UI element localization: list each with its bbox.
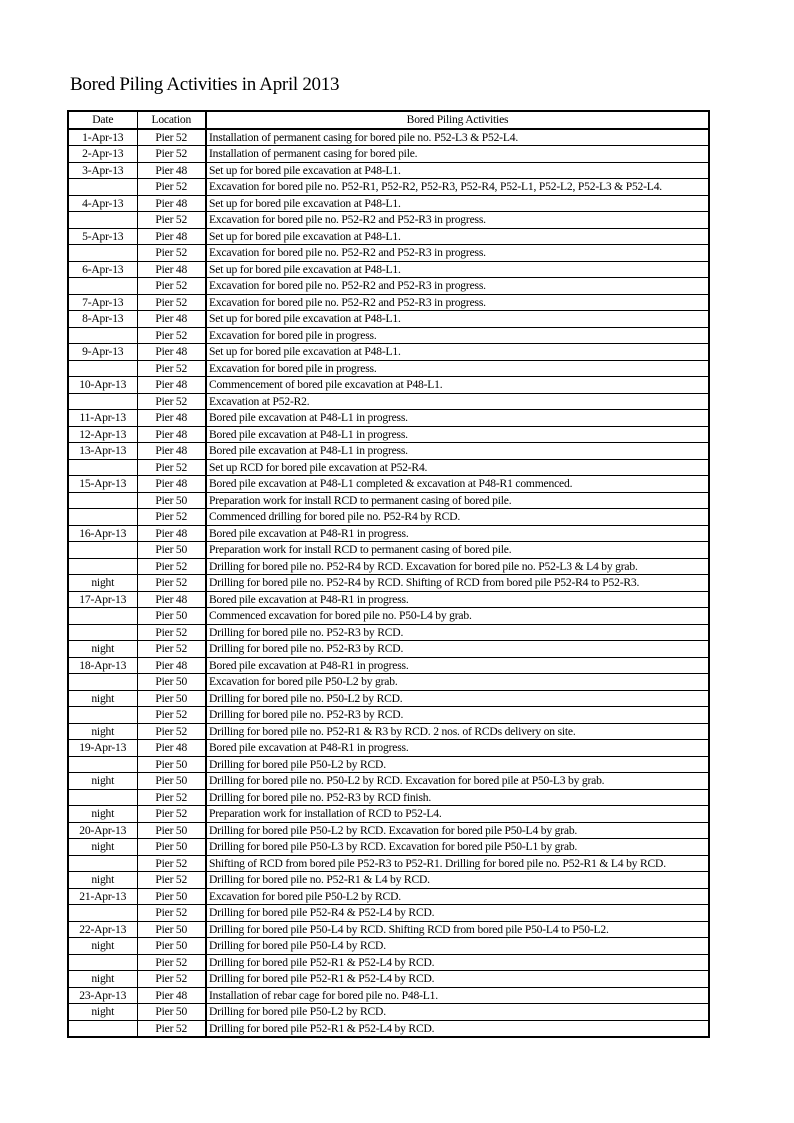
activity-cell: Set up for bored pile excavation at P48-L1. <box>206 162 709 179</box>
date-cell: 17-Apr-13 <box>68 591 137 608</box>
activity-cell: Bored pile excavation at P48-R1 in progress. <box>206 591 709 608</box>
activity-cell: Set up for bored pile excavation at P48-L1. <box>206 195 709 212</box>
header-location: Location <box>137 111 206 129</box>
activity-cell: Excavation for bored pile P50-L2 by RCD. <box>206 888 709 905</box>
table-body <box>68 129 709 1038</box>
date-cell <box>68 624 137 641</box>
activity-cell: Excavation for bored pile in progress. <box>206 360 709 377</box>
location-cell: Pier 52 <box>137 707 206 724</box>
date-cell <box>68 905 137 922</box>
date-cell <box>68 707 137 724</box>
date-cell <box>68 1020 137 1037</box>
table-row <box>68 261 709 278</box>
table-row <box>68 195 709 212</box>
table-row <box>68 674 709 691</box>
activity-cell: Bored pile excavation at P48-L1 in progress. <box>206 443 709 460</box>
activity-cell: Set up RCD for bored pile excavation at P52-R4. <box>206 459 709 476</box>
location-cell: Pier 48 <box>137 443 206 460</box>
date-cell <box>68 542 137 559</box>
table-row <box>68 591 709 608</box>
activity-cell: Excavation for bored pile in progress. <box>206 327 709 344</box>
table-row <box>68 1020 709 1037</box>
table-row <box>68 294 709 311</box>
table-row <box>68 476 709 493</box>
date-cell <box>68 789 137 806</box>
activity-cell: Bored pile excavation at P48-R1 in progress. <box>206 657 709 674</box>
date-cell: 15-Apr-13 <box>68 476 137 493</box>
activity-cell: Installation of permanent casing for bored pile. <box>206 146 709 163</box>
location-cell: Pier 52 <box>137 179 206 196</box>
location-cell: Pier 50 <box>137 674 206 691</box>
table-row <box>68 525 709 542</box>
date-cell: night <box>68 971 137 988</box>
table-row <box>68 756 709 773</box>
location-cell: Pier 50 <box>137 1004 206 1021</box>
table-row <box>68 327 709 344</box>
date-cell <box>68 608 137 625</box>
location-cell: Pier 52 <box>137 278 206 295</box>
table-row <box>68 839 709 856</box>
location-cell: Pier 50 <box>137 921 206 938</box>
activity-cell: Drilling for bored pile no. P50-L2 by RCD. Excavation for bored pile at P50-L3 by grab. <box>206 773 709 790</box>
activity-cell: Drilling for bored pile P50-L2 by RCD. Excavation for bored pile P50-L4 by grab. <box>206 822 709 839</box>
activity-cell: Excavation for bored pile no. P52-R2 and P52-R3 in progress. <box>206 245 709 262</box>
table-row <box>68 492 709 509</box>
table-row <box>68 872 709 889</box>
location-cell: Pier 52 <box>137 212 206 229</box>
activity-cell: Preparation work for installation of RCD to P52-L4. <box>206 806 709 823</box>
activity-cell: Drilling for bored pile no. P52-R3 by RCD. <box>206 624 709 641</box>
location-cell: Pier 48 <box>137 311 206 328</box>
activity-cell: Drilling for bored pile no. P50-L2 by RCD. <box>206 690 709 707</box>
activity-cell: Excavation for bored pile no. P52-R2 and P52-R3 in progress. <box>206 294 709 311</box>
location-cell: Pier 52 <box>137 954 206 971</box>
activity-cell: Commenced drilling for bored pile no. P52-R4 by RCD. <box>206 509 709 526</box>
table-row <box>68 888 709 905</box>
date-cell: 23-Apr-13 <box>68 987 137 1004</box>
location-cell: Pier 52 <box>137 327 206 344</box>
table-row <box>68 344 709 361</box>
date-cell <box>68 855 137 872</box>
activity-cell: Excavation for bored pile no. P52-R2 and P52-R3 in progress. <box>206 278 709 295</box>
table-row <box>68 773 709 790</box>
table-header-row <box>68 111 709 129</box>
location-cell: Pier 52 <box>137 789 206 806</box>
date-cell: night <box>68 839 137 856</box>
activity-cell: Drilling for bored pile no. P52-R3 by RCD finish. <box>206 789 709 806</box>
location-cell: Pier 50 <box>137 756 206 773</box>
date-cell: 21-Apr-13 <box>68 888 137 905</box>
table-row <box>68 740 709 757</box>
activity-cell: Drilling for bored pile P50-L3 by RCD. Excavation for bored pile P50-L1 by grab. <box>206 839 709 856</box>
table-row <box>68 278 709 295</box>
activity-cell: Drilling for bored pile P50-L4 by RCD. Shifting RCD from bored pile P50-L4 to P50-L2. <box>206 921 709 938</box>
table-row <box>68 921 709 938</box>
activity-cell: Excavation for bored pile no. P52-R1, P52-R2, P52-R3, P52-R4, P52-L1, P52-L2, P52-L3 & P52-L4. <box>206 179 709 196</box>
date-cell: night <box>68 872 137 889</box>
date-cell: night <box>68 723 137 740</box>
table-row <box>68 938 709 955</box>
location-cell: Pier 52 <box>137 971 206 988</box>
location-cell: Pier 52 <box>137 723 206 740</box>
date-cell: 4-Apr-13 <box>68 195 137 212</box>
table-row <box>68 575 709 592</box>
activity-cell: Drilling for bored pile P52-R4 & P52-L4 by RCD. <box>206 905 709 922</box>
date-cell <box>68 327 137 344</box>
header-activity: Bored Piling Activities <box>206 111 709 129</box>
date-cell <box>68 492 137 509</box>
table-row <box>68 410 709 427</box>
location-cell: Pier 48 <box>137 344 206 361</box>
date-cell: night <box>68 938 137 955</box>
date-cell: 8-Apr-13 <box>68 311 137 328</box>
activity-cell: Drilling for bored pile no. P52-R1 & L4 by RCD. <box>206 872 709 889</box>
location-cell: Pier 52 <box>137 855 206 872</box>
date-cell: night <box>68 773 137 790</box>
table-row <box>68 971 709 988</box>
location-cell: Pier 48 <box>137 426 206 443</box>
location-cell: Pier 52 <box>137 872 206 889</box>
date-cell: 3-Apr-13 <box>68 162 137 179</box>
table-row <box>68 822 709 839</box>
date-cell: 12-Apr-13 <box>68 426 137 443</box>
location-cell: Pier 48 <box>137 591 206 608</box>
activity-table <box>67 110 710 1038</box>
date-cell <box>68 459 137 476</box>
location-cell: Pier 48 <box>137 410 206 427</box>
activity-cell: Excavation for bored pile P50-L2 by grab. <box>206 674 709 691</box>
date-cell <box>68 509 137 526</box>
activity-cell: Bored pile excavation at P48-R1 in progress. <box>206 525 709 542</box>
activity-cell: Commencement of bored pile excavation at P48-L1. <box>206 377 709 394</box>
activity-cell: Bored pile excavation at P48-L1 completed & excavation at P48-R1 commenced. <box>206 476 709 493</box>
date-cell: 20-Apr-13 <box>68 822 137 839</box>
activity-cell: Bored pile excavation at P48-R1 in progress. <box>206 740 709 757</box>
date-cell: 13-Apr-13 <box>68 443 137 460</box>
date-cell: 18-Apr-13 <box>68 657 137 674</box>
activity-cell: Bored pile excavation at P48-L1 in progress. <box>206 426 709 443</box>
table-row <box>68 641 709 658</box>
table-row <box>68 443 709 460</box>
table-row <box>68 954 709 971</box>
activity-cell: Preparation work for install RCD to permanent casing of bored pile. <box>206 492 709 509</box>
table-row <box>68 179 709 196</box>
table-row <box>68 162 709 179</box>
date-cell: night <box>68 1004 137 1021</box>
location-cell: Pier 50 <box>137 492 206 509</box>
table-row <box>68 1004 709 1021</box>
activity-cell: Shifting of RCD from bored pile P52-R3 to P52-R1. Drilling for bored pile no. P52-R1 & L4 by RCD. <box>206 855 709 872</box>
location-cell: Pier 48 <box>137 740 206 757</box>
date-cell <box>68 393 137 410</box>
document-title: Bored Piling Activities in April 2013 <box>70 74 340 95</box>
location-cell: Pier 52 <box>137 624 206 641</box>
table-row <box>68 393 709 410</box>
date-cell: night <box>68 641 137 658</box>
activity-cell: Drilling for bored pile no. P52-R1 & R3 by RCD. 2 nos. of RCDs delivery on site. <box>206 723 709 740</box>
location-cell: Pier 50 <box>137 608 206 625</box>
date-cell <box>68 674 137 691</box>
date-cell: 7-Apr-13 <box>68 294 137 311</box>
location-cell: Pier 52 <box>137 806 206 823</box>
activity-cell: Installation of permanent casing for bored pile no. P52-L3 & P52-L4. <box>206 129 709 146</box>
location-cell: Pier 52 <box>137 245 206 262</box>
table-row <box>68 146 709 163</box>
activity-cell: Commenced excavation for bored pile no. P50-L4 by grab. <box>206 608 709 625</box>
date-cell <box>68 179 137 196</box>
location-cell: Pier 48 <box>137 162 206 179</box>
table-row <box>68 542 709 559</box>
date-cell: 6-Apr-13 <box>68 261 137 278</box>
activity-cell: Drilling for bored pile no. P52-R3 by RCD. <box>206 707 709 724</box>
date-cell: 16-Apr-13 <box>68 525 137 542</box>
date-cell: 5-Apr-13 <box>68 228 137 245</box>
date-cell: 1-Apr-13 <box>68 129 137 146</box>
activity-cell: Drilling for bored pile P50-L2 by RCD. <box>206 756 709 773</box>
location-cell: Pier 48 <box>137 476 206 493</box>
location-cell: Pier 48 <box>137 195 206 212</box>
activity-cell: Drilling for bored pile no. P52-R3 by RCD. <box>206 641 709 658</box>
location-cell: Pier 52 <box>137 360 206 377</box>
location-cell: Pier 52 <box>137 393 206 410</box>
date-cell <box>68 212 137 229</box>
activity-cell: Installation of rebar cage for bored pile no. P48-L1. <box>206 987 709 1004</box>
activity-cell: Drilling for bored pile P52-R1 & P52-L4 by RCD. <box>206 971 709 988</box>
date-cell <box>68 278 137 295</box>
location-cell: Pier 52 <box>137 905 206 922</box>
location-cell: Pier 52 <box>137 558 206 575</box>
date-cell: 9-Apr-13 <box>68 344 137 361</box>
date-cell <box>68 954 137 971</box>
table-row <box>68 987 709 1004</box>
activity-cell: Drilling for bored pile no. P52-R4 by RCD. Excavation for bored pile no. P52-L3 & L4 by grab. <box>206 558 709 575</box>
date-cell <box>68 558 137 575</box>
table-row <box>68 558 709 575</box>
activity-cell: Excavation at P52-R2. <box>206 393 709 410</box>
location-cell: Pier 52 <box>137 294 206 311</box>
activity-cell: Drilling for bored pile P52-R1 & P52-L4 by RCD. <box>206 954 709 971</box>
location-cell: Pier 48 <box>137 228 206 245</box>
activity-cell: Set up for bored pile excavation at P48-L1. <box>206 344 709 361</box>
location-cell: Pier 52 <box>137 1020 206 1037</box>
date-cell: night <box>68 806 137 823</box>
table-row <box>68 624 709 641</box>
table-row <box>68 690 709 707</box>
table-row <box>68 212 709 229</box>
date-cell <box>68 245 137 262</box>
location-cell: Pier 50 <box>137 773 206 790</box>
activity-cell: Set up for bored pile excavation at P48-L1. <box>206 311 709 328</box>
table-row <box>68 459 709 476</box>
location-cell: Pier 50 <box>137 938 206 955</box>
table-row <box>68 377 709 394</box>
table-row <box>68 311 709 328</box>
table-row <box>68 509 709 526</box>
table-row <box>68 723 709 740</box>
activity-cell: Drilling for bored pile P52-R1 & P52-L4 by RCD. <box>206 1020 709 1037</box>
location-cell: Pier 50 <box>137 839 206 856</box>
location-cell: Pier 50 <box>137 888 206 905</box>
location-cell: Pier 48 <box>137 261 206 278</box>
activity-cell: Preparation work for install RCD to permanent casing of bored pile. <box>206 542 709 559</box>
date-cell: 2-Apr-13 <box>68 146 137 163</box>
activity-cell: Set up for bored pile excavation at P48-L1. <box>206 228 709 245</box>
location-cell: Pier 48 <box>137 657 206 674</box>
date-cell: 10-Apr-13 <box>68 377 137 394</box>
location-cell: Pier 52 <box>137 575 206 592</box>
activity-cell: Drilling for bored pile no. P52-R4 by RCD. Shifting of RCD from bored pile P52-R4 to P52-R3. <box>206 575 709 592</box>
location-cell: Pier 52 <box>137 129 206 146</box>
location-cell: Pier 48 <box>137 377 206 394</box>
table-row <box>68 426 709 443</box>
table-row <box>68 789 709 806</box>
location-cell: Pier 50 <box>137 690 206 707</box>
table-row <box>68 245 709 262</box>
table-row <box>68 905 709 922</box>
date-cell <box>68 360 137 377</box>
location-cell: Pier 52 <box>137 459 206 476</box>
header-date: Date <box>68 111 137 129</box>
activity-cell: Bored pile excavation at P48-L1 in progress. <box>206 410 709 427</box>
activity-cell: Set up for bored pile excavation at P48-L1. <box>206 261 709 278</box>
date-cell: 22-Apr-13 <box>68 921 137 938</box>
table-row <box>68 707 709 724</box>
activity-cell: Drilling for bored pile P50-L4 by RCD. <box>206 938 709 955</box>
location-cell: Pier 50 <box>137 542 206 559</box>
location-cell: Pier 48 <box>137 525 206 542</box>
table-row <box>68 806 709 823</box>
table-row <box>68 855 709 872</box>
activity-cell: Excavation for bored pile no. P52-R2 and P52-R3 in progress. <box>206 212 709 229</box>
location-cell: Pier 52 <box>137 509 206 526</box>
table-row <box>68 228 709 245</box>
date-cell: night <box>68 575 137 592</box>
table-row <box>68 657 709 674</box>
table-row <box>68 608 709 625</box>
location-cell: Pier 48 <box>137 987 206 1004</box>
date-cell: night <box>68 690 137 707</box>
date-cell: 19-Apr-13 <box>68 740 137 757</box>
date-cell <box>68 756 137 773</box>
table-row <box>68 360 709 377</box>
location-cell: Pier 52 <box>137 146 206 163</box>
date-cell: 11-Apr-13 <box>68 410 137 427</box>
location-cell: Pier 50 <box>137 822 206 839</box>
activity-cell: Drilling for bored pile P50-L2 by RCD. <box>206 1004 709 1021</box>
table-row <box>68 129 709 146</box>
location-cell: Pier 52 <box>137 641 206 658</box>
